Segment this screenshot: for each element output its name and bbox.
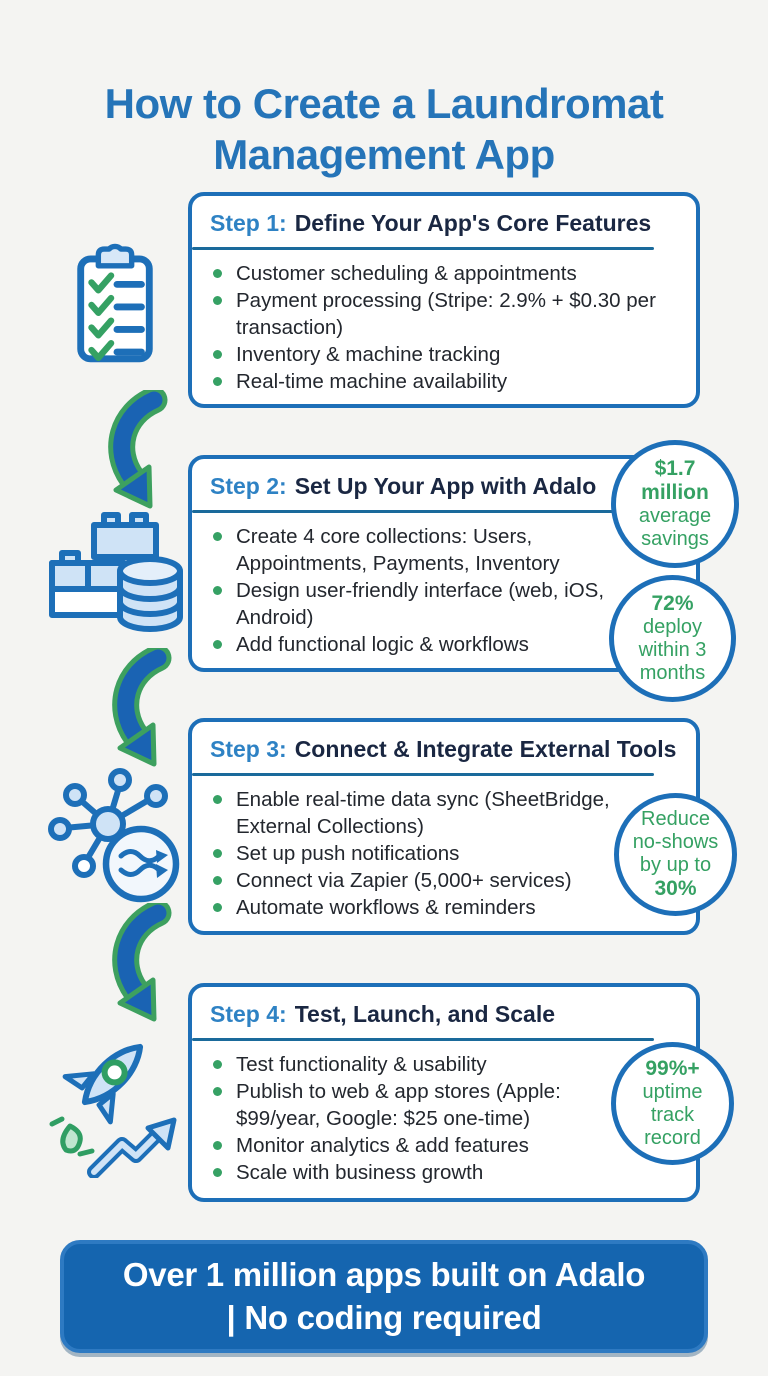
footer-banner [60,1240,708,1353]
bullet-item: Connect via Zapier (5,000+ services) [210,867,628,894]
badge-text: uptime track record [642,1081,703,1149]
bullet-item: Design user-friendly interface (web, iOS, Android) [210,577,628,631]
step-3-header [210,736,680,764]
curved-arrow-icon [96,648,196,768]
step-label: Step 1: [210,210,287,236]
bullet-item: Payment processing (Stripe: 2.9% + $0.30 per transaction) [210,287,680,341]
badge-text: deploy within 3 months [638,616,707,684]
bullet-list [210,260,696,395]
bullet-item: Test functionality & usability [210,1051,628,1078]
savings-stat-badge [611,440,739,568]
header-divider [192,773,654,776]
step-label: Step 2: [210,473,287,499]
uptime-stat-badge [611,1042,734,1165]
step-label: Step 3: [210,736,287,762]
bullet-item: Enable real-time data sync (SheetBridge, External Collections) [210,786,628,840]
badge-text: average savings [638,505,712,550]
step-2-header [210,473,680,501]
rocket-growth-icon [42,1028,184,1178]
badge-text: Reduce no-shows by up to [632,808,719,876]
bullet-item: Inventory & machine tracking [210,341,680,368]
noshow-stat-badge [614,793,737,916]
bullet-item: Set up push notifications [210,840,628,867]
curved-arrow-icon [92,390,192,510]
footer-banner-text: Over 1 million apps built on Adalo | No coding required [122,1255,646,1336]
step-title: Define Your App's Core Features [294,210,652,236]
bullet-item: Customer scheduling & appointments [210,260,680,287]
badge-text: 99%+ [645,1057,700,1081]
bullet-item: Publish to web & app stores (Apple: $99/year, Google: $25 one-time) [210,1078,628,1132]
deploy-stat-badge [609,575,736,702]
bullet-item: Monitor analytics & add features [210,1132,628,1159]
blocks-database-icon [42,503,197,648]
bullet-item: Real-time machine availability [210,368,680,395]
bullet-item: Create 4 core collections: Users, Appointments, Payments, Inventory [210,523,628,577]
badge-text: $1.7 million [641,457,709,505]
header-divider [192,247,654,250]
badge-text: 30% [654,876,697,900]
integration-network-icon [46,766,186,914]
step-1-header [210,210,680,238]
step-label: Step 4: [210,1001,287,1027]
badge-text: 72% [651,592,694,616]
step-4-header [210,1001,680,1029]
bullet-item: Automate workflows & reminders [210,894,628,921]
page-title: How to Create a Laundromat Management App [104,80,664,179]
bullet-item: Scale with business growth [210,1159,628,1186]
checklist-icon [66,238,164,368]
step-title: Test, Launch, and Scale [294,1001,555,1027]
step-1-card [188,192,700,408]
header-divider [192,1038,654,1041]
curved-arrow-icon [96,903,196,1023]
step-title: Set Up Your App with Adalo [294,473,597,499]
header-divider [192,510,654,513]
bullet-item: Add functional logic & workflows [210,631,628,658]
step-title: Connect & Integrate External Tools [294,736,677,762]
